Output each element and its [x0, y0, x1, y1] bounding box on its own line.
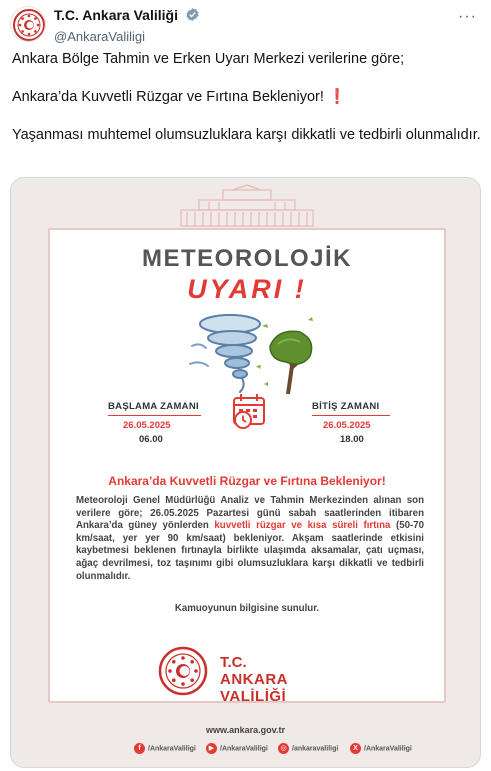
account-names — [54, 7, 200, 44]
display-name[interactable]: T.C. Ankara Valiliği — [54, 7, 178, 23]
social-facebook-label: /AnkaraValiligi — [148, 745, 196, 753]
tweet-line-3: Yaşanması muhtemel olumsuzluklara karşı dikkatli ve tedbirli olunmalıdır. — [12, 127, 481, 143]
start-time: 06.00 — [139, 434, 163, 445]
government-building-icon — [179, 184, 315, 228]
website-link: www.ankara.gov.tr — [205, 725, 286, 735]
governorship-logo — [158, 646, 358, 705]
tweet-text — [12, 50, 482, 164]
social-instagram — [278, 743, 338, 755]
tweet-line-1: Ankara Bölge Tahmin ve Erken Uyarı Merkezi verilerine göre; — [12, 51, 405, 67]
warning-poster — [48, 228, 446, 703]
warning-body-part-2: (50-70 km/saat, yer yer 90 km/saat) bekleniyor. Akşam saatlerinde etkisini kaybetmesi beklenen fırtınayla birlikte ulaşımda aksamalar, çatı uçması, ağaç devrilmesi, toz taşınımı gibi olumsuzluklara karşı dikkatli ve tedbirli olunmalıdır. — [76, 520, 424, 582]
social-x — [350, 743, 412, 755]
tweet-line-2-text: Ankara’da Kuvvetli Rüzgar ve Fırtına Bekleniyor! — [12, 89, 324, 105]
tweet-line-2 — [12, 88, 482, 107]
warning-body — [76, 495, 424, 583]
logo-text-tc: T.C. — [220, 654, 247, 671]
poster-title-main: UYARI ! — [187, 274, 307, 304]
youtube-icon: ▶ — [206, 743, 217, 754]
social-links — [31, 743, 462, 759]
public-note: Kamuoyunun bilgisine sunulur. — [174, 603, 320, 614]
tweet-header — [10, 6, 481, 42]
social-youtube — [206, 743, 268, 755]
storm-tornado-icon — [188, 306, 318, 398]
social-youtube-label: /AnkaraValiligi — [220, 745, 268, 753]
account-handle[interactable]: @AnkaraValiligi — [54, 29, 145, 44]
warning-body-part-1: Meteoroloji Genel Müdürlüğü Analiz ve Tahmin Merkezinden alınan son verilere göre; 26.05.2025 Pazartesi günü sabah saatlerinden itibaren Ankara’da güney yönlerden — [76, 495, 424, 532]
warning-body-highlight: kuvvetli rüzgar ve kısa süreli fırtına — [214, 520, 391, 532]
end-divider — [312, 415, 390, 416]
calendar-clock-icon — [230, 392, 270, 432]
warning-heading: Ankara’da Kuvvetli Rüzgar ve Fırtına Bekleniyor! — [108, 474, 386, 488]
ankara-governorship-logo-icon — [11, 7, 46, 42]
end-time-label: BİTİŞ ZAMANI — [312, 401, 380, 412]
governorship-seal-icon — [158, 646, 208, 696]
facebook-icon: f — [134, 743, 145, 754]
exclamation-emoji-icon: ❗ — [327, 89, 346, 105]
more-options-icon[interactable]: ··· — [458, 8, 477, 25]
social-instagram-label: /ankaravaliligi — [292, 745, 339, 753]
start-time-label: BAŞLAMA ZAMANI — [108, 401, 199, 412]
social-x-label: /AnkaraValiligi — [364, 745, 412, 753]
logo-text-name: ANKARA VALİLİĞİ — [220, 671, 288, 705]
avatar[interactable] — [10, 6, 46, 42]
instagram-icon: ◎ — [278, 743, 289, 754]
start-divider — [108, 415, 201, 416]
end-time: 18.00 — [340, 434, 364, 445]
verified-badge-icon — [185, 7, 200, 27]
start-date: 26.05.2025 — [123, 420, 171, 431]
social-facebook — [134, 743, 196, 755]
poster-title-top: METEOROLOJİK — [141, 245, 352, 272]
x-icon: X — [350, 743, 361, 754]
end-date: 26.05.2025 — [323, 420, 371, 431]
media-image-card[interactable] — [10, 177, 481, 768]
